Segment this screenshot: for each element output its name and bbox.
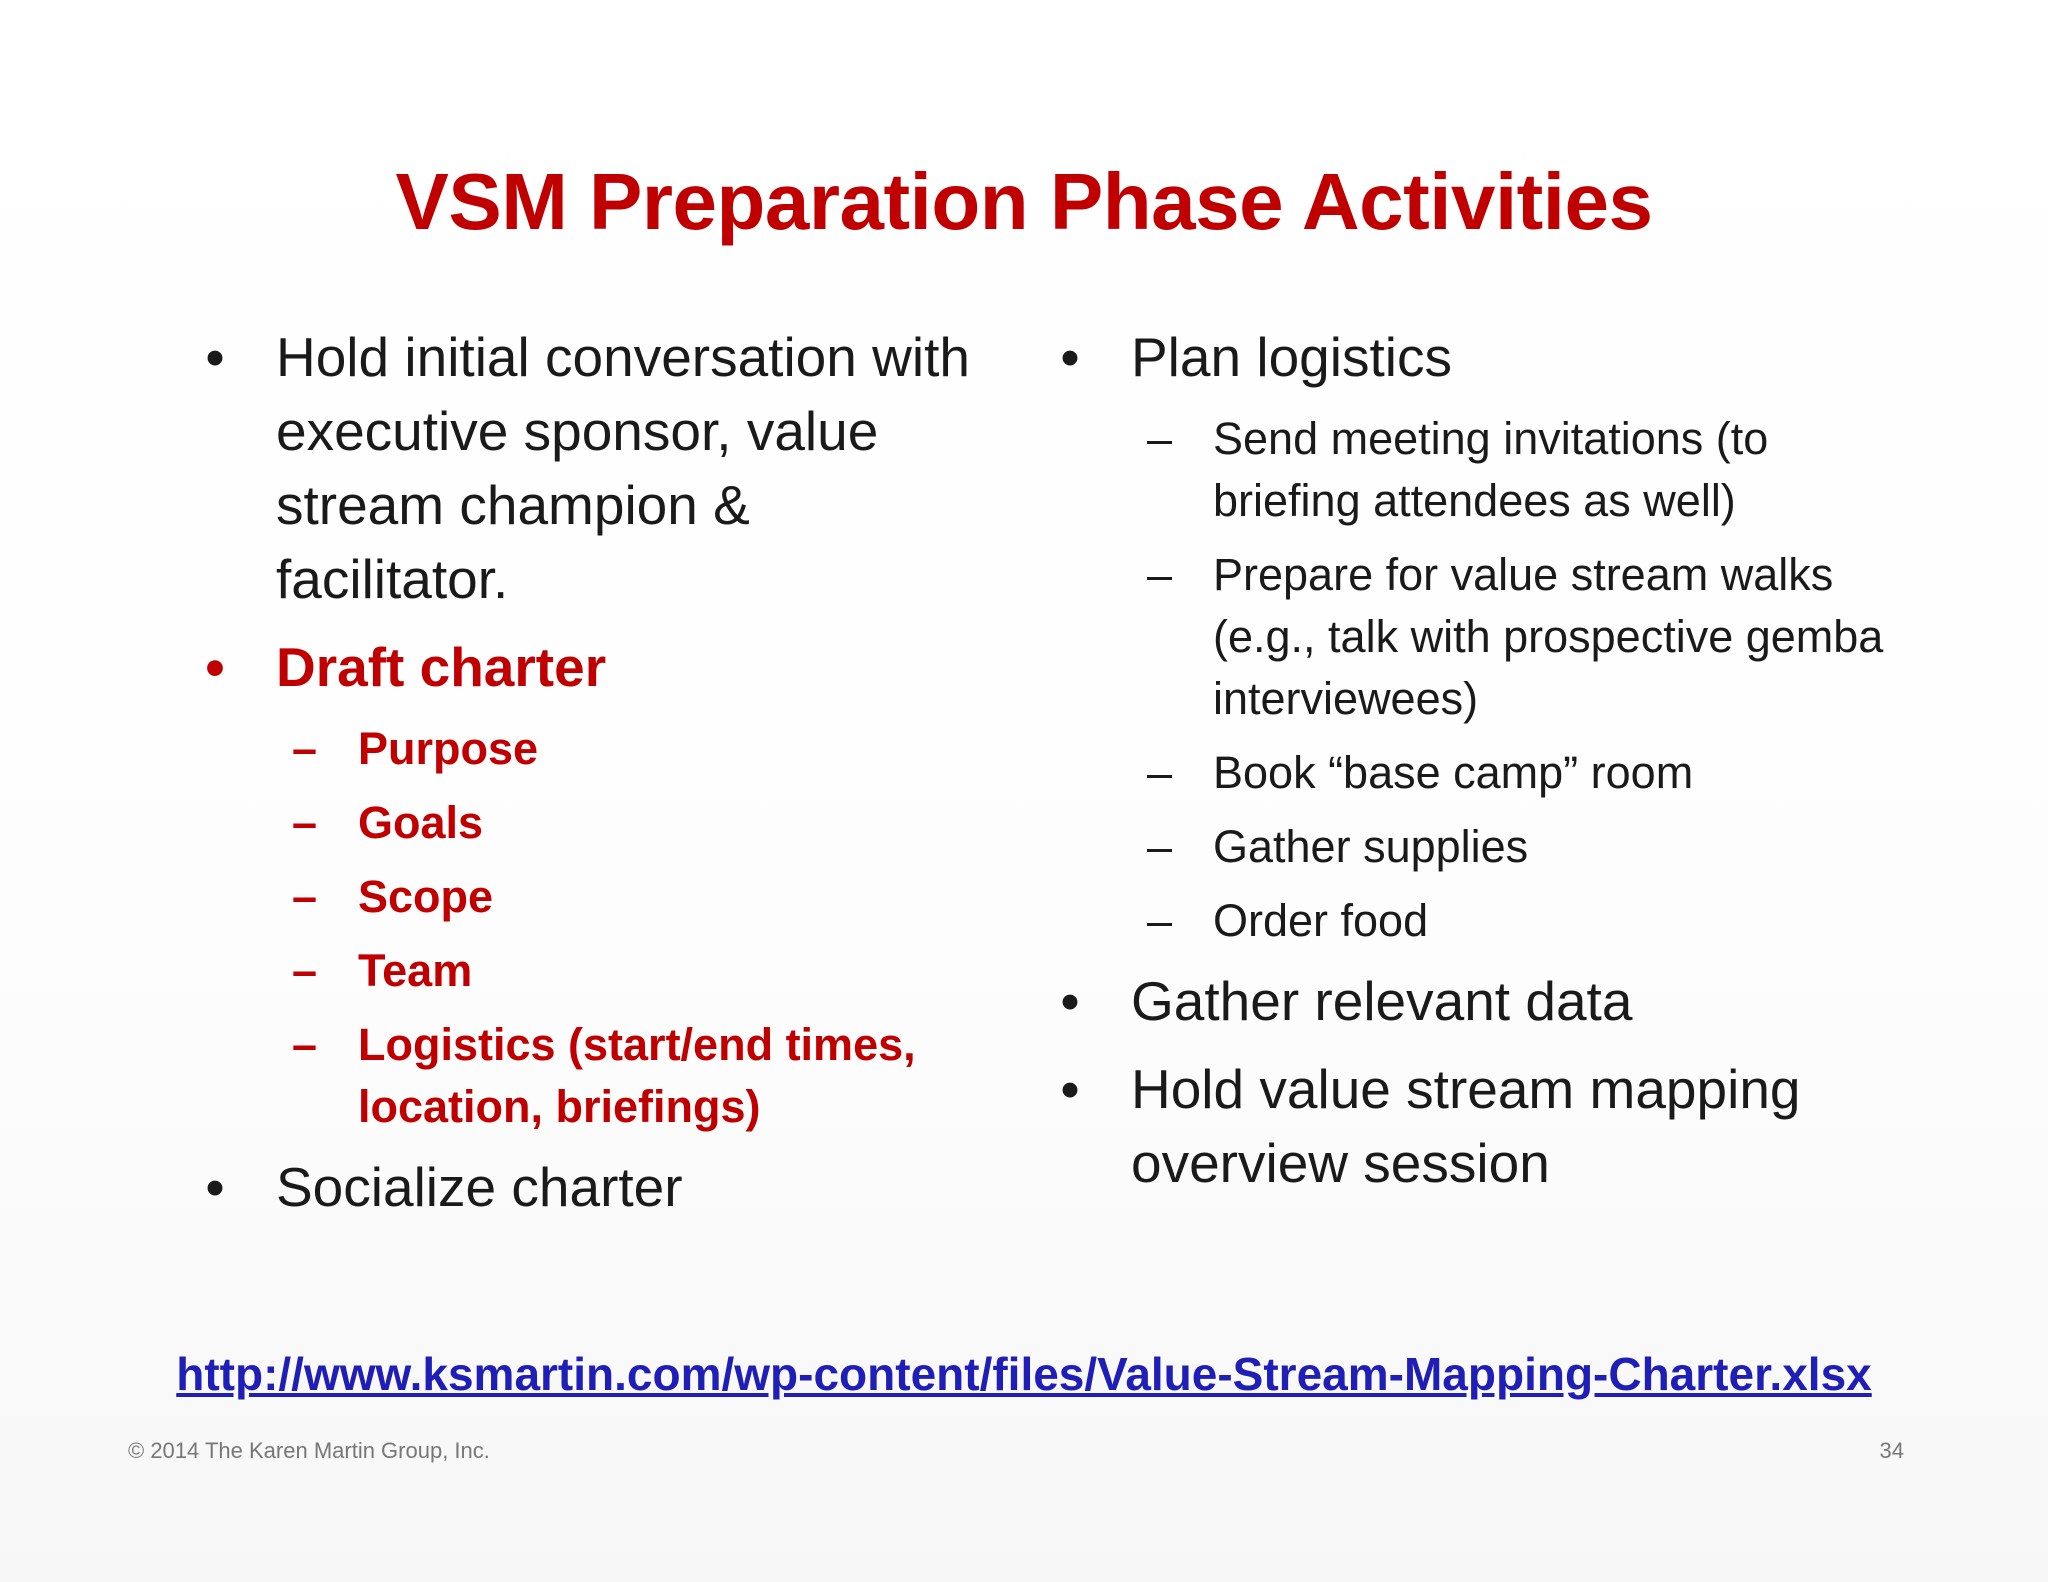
sub-item [1055,816,1925,878]
bullet-item [1055,320,1925,394]
bullet-text: Gather relevant data [1131,970,1633,1032]
sub-item-text: Team [358,945,473,996]
bullet-icon: • [1060,970,1080,1032]
dash-icon: – [1147,549,1173,600]
bullet-icon: • [1060,1058,1080,1120]
dash-icon: – [292,797,318,848]
sub-item-text: Order food [1213,895,1429,946]
bullet-text: Hold initial conversation with executive sponsor, value stream champion & facilitator. [276,326,970,610]
dash-icon: – [292,1019,318,1070]
sub-item-text: Goals [358,797,484,848]
sub-item-text: Purpose [358,723,539,774]
bullet-item-draft-charter [200,630,980,704]
dash-icon: – [292,945,318,996]
sub-item-text: Logistics (start/end times, location, briefings) [358,1019,916,1132]
dash-icon: – [1147,747,1173,798]
sub-item [1055,742,1925,804]
sub-item-text: Send meeting invitations (to briefing attendees as well) [1213,413,1769,526]
bullet-item [1055,1052,1891,1200]
sub-item [200,792,980,854]
bullet-text: Plan logistics [1131,326,1452,388]
sub-item [1055,890,1925,952]
copyright-text: © 2014 The Karen Martin Group, Inc. [128,1438,490,1463]
sub-item [200,718,980,780]
logistics-sublist [1055,408,1925,952]
sub-item-text: Prepare for value stream walks (e.g., talk with prospective gemba interviewees) [1213,549,1884,724]
charter-sublist [200,718,980,1138]
dash-icon: – [292,723,318,774]
sub-item [1055,544,1913,730]
bullet-text: Hold value stream mapping overview session [1131,1058,1801,1194]
sub-item [200,1014,938,1138]
sub-item [200,866,980,928]
bullet-text: Draft charter [276,636,607,698]
bullet-icon: • [205,636,225,698]
charter-template-link[interactable]: http://www.ksmartin.com/wp-content/files/Value-Stream-Mapping-Charter.xlsx [176,1348,1872,1400]
bullet-icon: • [1060,326,1080,388]
sub-item-text: Gather supplies [1213,821,1529,872]
sub-item-text: Scope [358,871,494,922]
sub-item [1055,408,1863,532]
dash-icon: – [1147,821,1173,872]
right-column [1055,320,1925,1214]
left-column [200,320,980,1238]
dash-icon: – [1147,895,1173,946]
bullet-text: Socialize charter [276,1156,683,1218]
bullet-icon: • [205,326,225,388]
bullet-item [200,1150,980,1224]
bullet-item [1055,964,1925,1038]
dash-icon: – [292,871,318,922]
bullet-item [200,320,996,616]
sub-item-text: Book “base camp” room [1213,747,1694,798]
dash-icon: – [1147,413,1173,464]
sub-item [200,940,980,1002]
bullet-icon: • [205,1156,225,1218]
slide-title: VSM Preparation Phase Activities [395,157,1653,246]
page-number: 34 [1879,1438,1904,1463]
